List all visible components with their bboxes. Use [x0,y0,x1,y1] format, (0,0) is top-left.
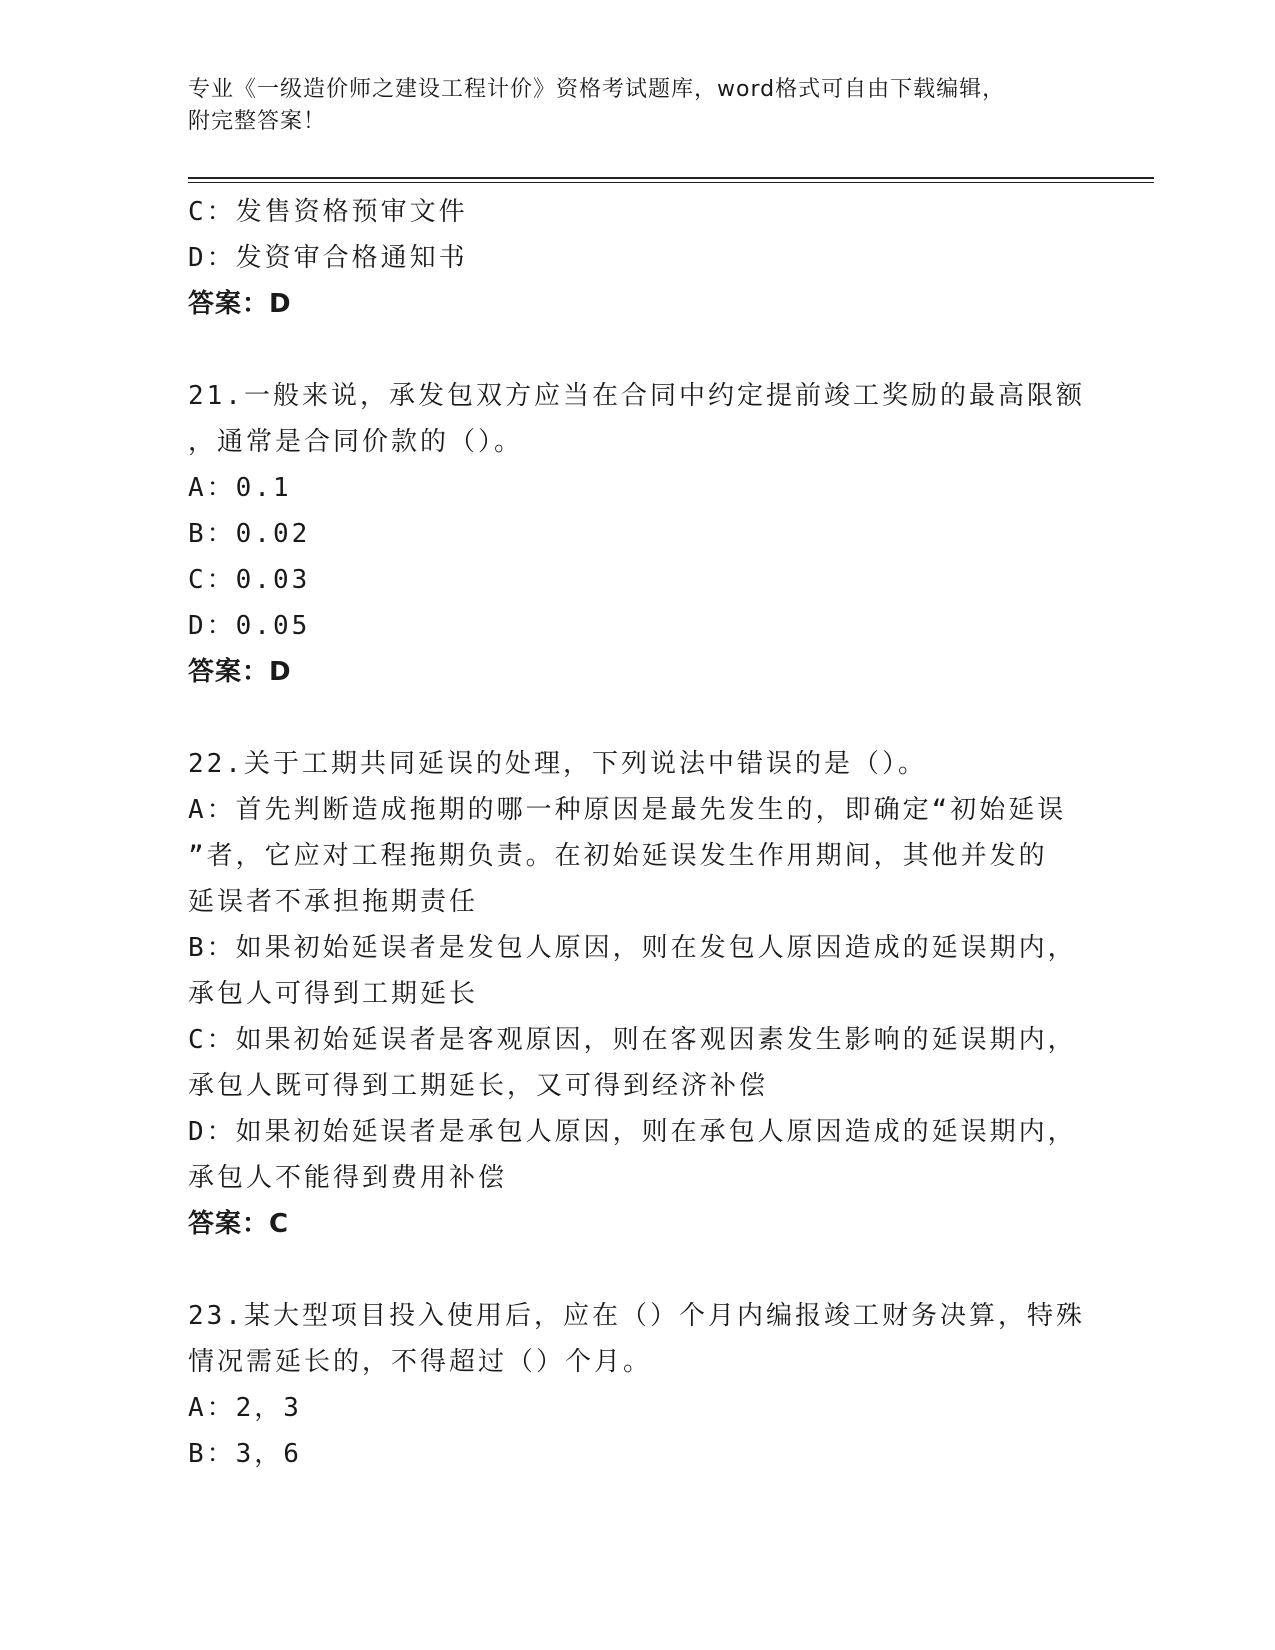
option-d: D：0.05 [188,611,311,641]
question-21 [188,373,1085,695]
document-header [188,74,1088,138]
header-line-2: 附完整答案！ [188,109,327,134]
question-stem: 23.某大型项目投入使用后，应在（）个月内编报竣工财务决算，特殊 [188,1301,1085,1331]
prev-question [188,189,1068,327]
option-a: 延误者不承担拖期责任 [188,887,479,917]
option-d: D：发资审合格通知书 [188,243,468,273]
question-stem: 情况需延长的，不得超过（）个月。 [188,1347,653,1377]
answer: 答案：D [188,289,292,319]
question-stem: 22.关于工期共同延误的处理，下列说法中错误的是（）。 [188,749,927,779]
option-c: C：发售资格预审文件 [188,197,468,227]
answer: 答案：D [188,657,292,687]
option-c: 承包人既可得到工期延长，又可得到经济补偿 [188,1071,769,1101]
option-d: D：如果初始延误者是承包人原因，则在承包人原因造成的延误期内， [188,1117,1077,1147]
option-b: B：0.02 [188,519,311,549]
question-stem: ，通常是合同价款的（）。 [188,427,524,457]
option-b: B：3，6 [188,1439,302,1469]
question-22 [188,741,1077,1247]
answer: 答案：C [188,1209,290,1239]
option-c: C：0.03 [188,565,311,595]
option-a: A：2，3 [188,1393,302,1423]
option-c: C：如果初始延误者是客观原因，则在客观因素发生影响的延误期内， [188,1025,1077,1055]
question-stem: 21.一般来说，承发包双方应当在合同中约定提前竣工奖励的最高限额 [188,381,1085,411]
option-a: A：0.1 [188,473,292,503]
option-b: 承包人可得到工期延长 [188,979,479,1009]
question-23 [188,1293,1085,1477]
spacer [188,327,1068,373]
header-line-1: 专业《一级造价师之建设工程计价》资格考试题库，word格式可自由下载编辑， [188,77,1006,102]
option-a: A：首先判断造成拖期的哪一种原因是最先发生的，即确定“初始延误 [188,795,1067,825]
spacer [188,1247,1068,1293]
spacer [188,695,1068,741]
option-a: ”者，它应对工程拖期负责。在初始延误发生作用期间，其他并发的 [188,841,1048,871]
header-rule-thick [188,177,1154,179]
option-d: 承包人不能得到费用补偿 [188,1163,508,1193]
option-b: B：如果初始延误者是发包人原因，则在发包人原因造成的延误期内， [188,933,1077,963]
header-rule-thin [188,182,1154,183]
question-content [188,189,1085,1477]
